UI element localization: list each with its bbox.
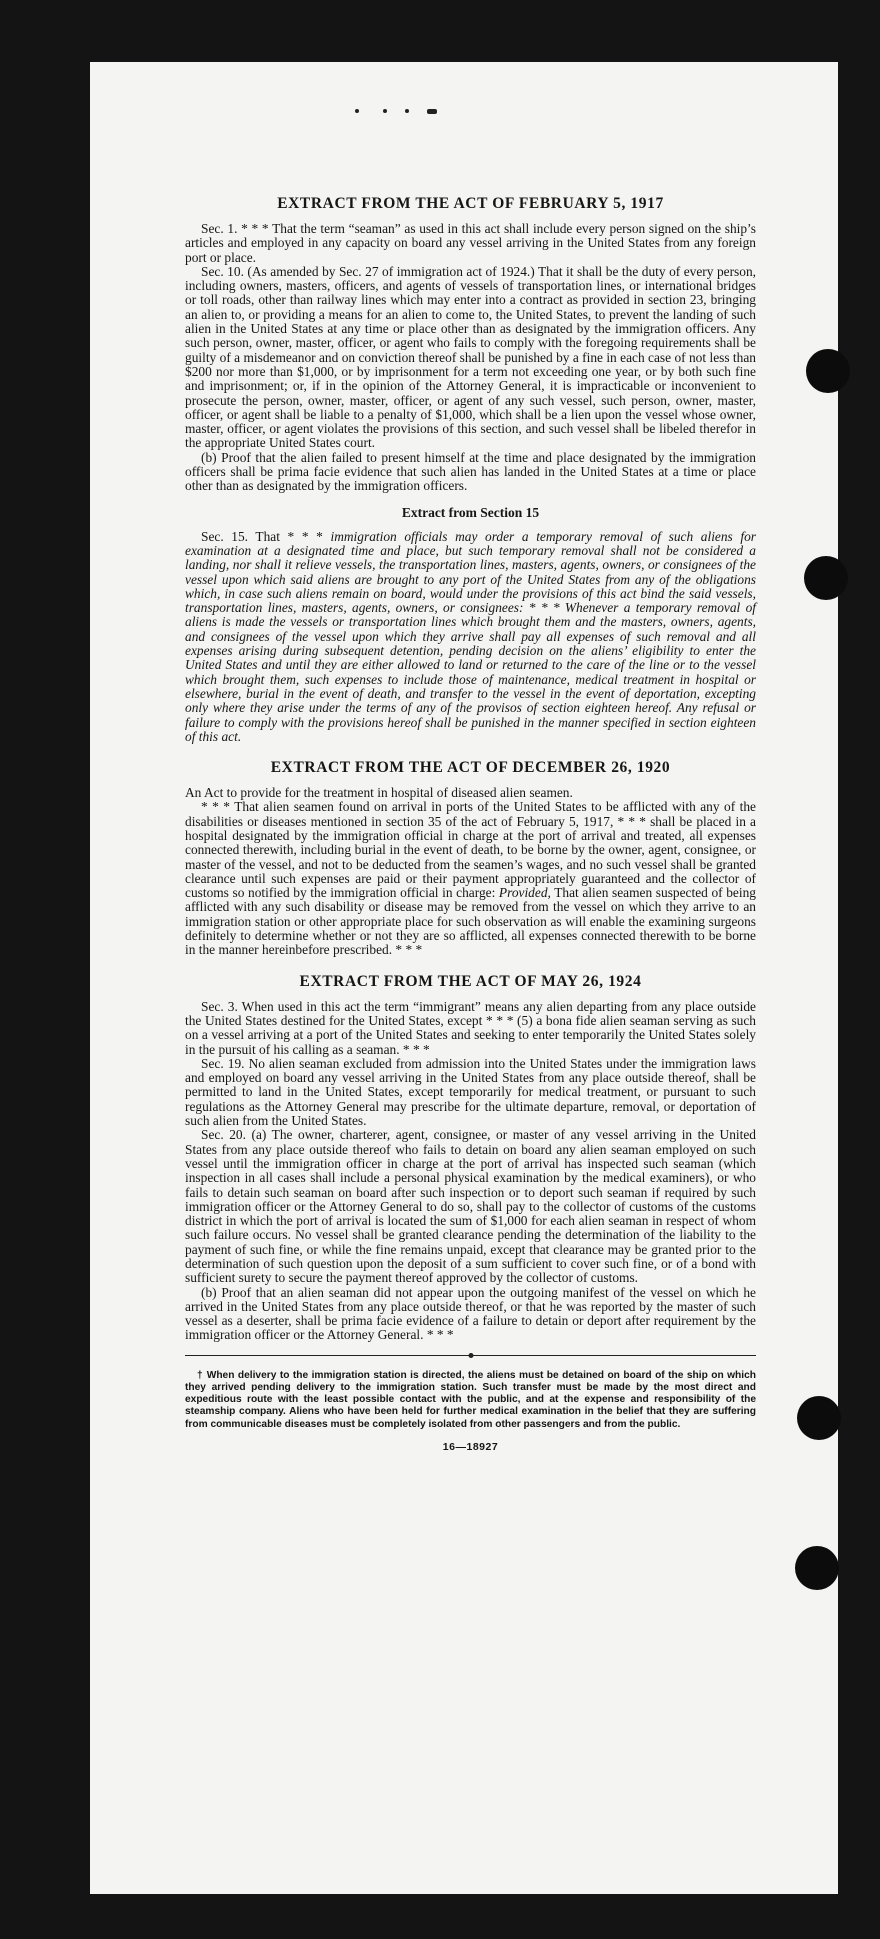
footnote: † When delivery to the immigration station is directed, the aliens must be detained on board of the ship on which they arrived pending delivery to the immigration station. Such transfer must be made by the most direct and expeditious route with the least possible contact with the public, and at the expense and responsibility of the steamship company. Aliens who have been held for further medical examination in the belief that they are suffering from communicable diseases must be completely isolated from other passengers and from the public. — [185, 1369, 756, 1430]
punch-hole-1 — [806, 349, 850, 393]
section-dec-1920 — [185, 758, 756, 958]
document-body — [185, 194, 756, 1453]
section-feb-1917 — [185, 194, 756, 494]
paragraph — [185, 800, 756, 957]
punch-hole-3 — [797, 1396, 841, 1440]
section-title: EXTRACT FROM THE ACT OF MAY 26, 1924 — [299, 972, 642, 990]
paragraph — [185, 530, 756, 744]
paragraph: Sec. 1. * * * That the term “seaman” as used in this act shall include every person signed on the ship’s articles and employed in any capacity on board any vessel arriving in the United States from any foreign port or place. — [185, 221, 756, 265]
section-title: EXTRACT FROM THE ACT OF FEBRUARY 5, 1917 — [277, 195, 664, 212]
provided-italic: Provided, — [498, 885, 551, 901]
section-may-1924 — [185, 972, 756, 1343]
section-title: Extract from Section 15 — [401, 504, 540, 520]
paragraph: Sec. 20. (a) The owner, charterer, agent, consignee, or master of any vessel arriving in the United States from any place outside thereof who fails to detain on board any alien seaman employed on such vessel until the immigration officer in charge at the port of arrival has inspected such seaman (which inspection in all cases shall include a personal physical examination by the medical examiners), or who fails to detain such seaman on board after such inspection or to deport such seaman if required by such immigration officer or the Attorney General to do so, shall pay to the collector of customs of the customs district in which the port of arrival is located the sum of $1,000 for each alien seaman in respect of whom such failure occurs. No vessel shall be granted clearance pending the determination of the liability to the payment of such fine, or while the fine remains unpaid, except that clearance may be granted prior to the determination of such question upon the deposit of a sum sufficient to cover such fine, or of a bond with sufficient surety to secure the payment thereof approved by the collector of customs. — [185, 1127, 756, 1286]
punch-hole-2 — [804, 556, 848, 600]
footnote-divider — [185, 1355, 756, 1356]
paragraph: Sec. 10. (As amended by Sec. 27 of immigration act of 1924.) That it shall be the duty of every person, including owners, masters, officers, and agents of vessels of transportation lines, or international bridges or toll roads, other than railway lines which may enter into a contract as provided in section 23, bringing an alien to, or providing a means for an alien to come to, the United States, to prevent the landing of such alien in the United States at any time or place other than as designated by the immigration officers. Any such person, owner, master, officer, or agent who fails to comply with the foregoing requirements shall be guilty of a misdemeanor and on conviction thereof shall be punished by a fine in each case of not less than $200 nor more than $1,000, or by imprisonment for a term not exceeding one year, or by both such fine and imprisonment; or, if in the opinion of the Attorney General, it is impracticable or inconvenient to prosecute the person, owner, master, officer, or agent of any such vessel, such person, owner, master, officer, or agent shall be liable to a penalty of $1,000, which shall be a lien upon the vessel whose owner, master, officer, or agent violates the provisions of this section, and such vessel shall be libeled therefor in the appropriate United States court. — [185, 263, 756, 451]
top-marks — [355, 102, 555, 122]
paragraph-text: * * * That alien seamen found on arrival in ports of the United States to be afflicted with any of the disabilities or diseases mentioned in section 35 of the act of February 5, 1917, * * * shall be placed in a hospital designated by the immigration official in charge at the port of arrival and treated, all expenses connected therewith, including burial in the event of death, to be borne by the owner, agent, consignee, or master of the vessel, and not to be deducted from the seamen’s wages, and no such vessel shall be granted clearance until such expenses are paid or their payment appropriately guaranteed and the collector of customs so notified by the immigration official in charge: — [185, 799, 756, 901]
punch-hole-4 — [795, 1546, 839, 1590]
paragraph-lead: Sec. 15. That * * * — [201, 528, 331, 544]
paragraph: (b) Proof that the alien failed to present himself at the time and place designated by the immigration officers shall be prima facie evidence that such alien has landed in the United States at a time or place other than as designated by the immigration officers. — [185, 449, 756, 494]
paragraph: An Act to provide for the treatment in hospital of diseased alien seamen. — [185, 785, 573, 801]
paragraph-italic: immigration officials may order a temporary removal of such aliens for examination at a designated time and place, but such temporary removal shall not be considered a landing, nor shall it relieve vessels, the transportation lines, masters, agents, owners, or consignees of the vessel upon which said aliens are brought to any port of the United States from any of the obligations which, in case such aliens remain on board, would under the provisions of this act bind the said vessels, transportation lines, masters, agents, owners, or consignees: * * * Whenever a temporary removal of aliens is made the vessels or transportation lines which brought them and the masters, owners, agents, and consignees of the vessel upon which they arrive shall pay all expenses of such removal and all expenses arising during subsequent detention, pending decision on the aliens’ eligibility to enter the United States and until they are either allowed to land or returned to the care of the line or to the vessel which brought them, such expenses to include those of maintenance, medical treatment in hospital or elsewhere, burial in the event of death, and transfer to the vessel in the event of deportation, excepting only where they arise under the terms of any of the provisos of section eighteen hereof. Any refusal or failure to comply with the provisions hereof shall be punished in the manner specified in section eighteen of this act. — [185, 528, 757, 744]
paragraph-text: That alien seamen suspected of being afflicted with any such disability or disease may be removed from the vessel on which they arrive to an immigration station or other appropriate place for such observation as will enable the examining surgeons definitely to determine whether or not they are so afflicted, all expenses connected therewith to be borne in the manner hereinbefore prescribed. * * * — [185, 885, 756, 958]
section-title: EXTRACT FROM THE ACT OF DECEMBER 26, 1920 — [270, 759, 671, 777]
paragraph: Sec. 19. No alien seaman excluded from admission into the United States under the immigration laws and employed on board any vessel arriving in the United States from any place outside thereof, shall be permitted to land in the United States, except temporarily for medical treatment, or pursuant to such regulations as the Attorney General may prescribe for the ultimate departure, removal, or deportation of such alien from the United States. — [185, 1055, 756, 1129]
paragraph: (b) Proof that an alien seaman did not appear upon the outgoing manifest of the vessel on which he arrived in the United States from any place outside thereof, or that he was reported by the master of such vessel as a deserter, shall be prima facie evidence of a failure to detain or deport after requirement by the immigration officer or the Attorney General. * * * — [185, 1284, 756, 1343]
document-page — [90, 62, 838, 1894]
form-number: 16—18927 — [442, 1440, 499, 1453]
section-15 — [185, 504, 756, 744]
paragraph: Sec. 3. When used in this act the term “immigrant” means any alien departing from any place outside the United States destined for the United States, except * * * (5) a bona fide alien seaman serving as such on a vessel arriving at a port of the United States and seeking to enter temporarily the United States solely in the pursuit of his calling as a seaman. * * * — [185, 998, 756, 1057]
